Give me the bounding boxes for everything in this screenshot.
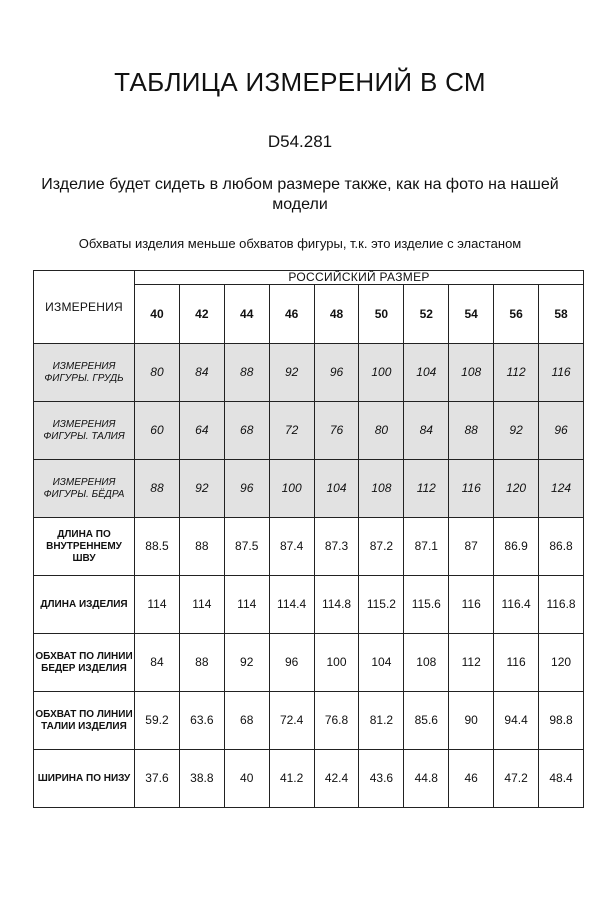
cell-value: 43.6 — [359, 750, 404, 808]
cell-value: 84 — [404, 402, 449, 460]
cell-value: 38.8 — [179, 750, 224, 808]
cell-value: 116.8 — [539, 576, 584, 634]
cell-value: 87.5 — [224, 518, 269, 576]
cell-value: 92 — [269, 344, 314, 402]
row-label: ШИРИНА ПО НИЗУ — [34, 750, 135, 808]
russian-size-header: РОССИЙСКИЙ РАЗМЕР — [135, 271, 584, 285]
cell-value: 68 — [224, 402, 269, 460]
cell-value: 115.6 — [404, 576, 449, 634]
cell-value: 80 — [135, 344, 180, 402]
cell-value: 92 — [224, 634, 269, 692]
cell-value: 76 — [314, 402, 359, 460]
cell-value: 94.4 — [494, 692, 539, 750]
cell-value: 37.6 — [135, 750, 180, 808]
cell-value: 92 — [494, 402, 539, 460]
cell-value: 120 — [539, 634, 584, 692]
cell-value: 112 — [494, 344, 539, 402]
page-title: ТАБЛИЦА ИЗМЕРЕНИЙ В СМ — [114, 67, 486, 97]
size-header-48: 48 — [314, 285, 359, 344]
row-label: ОБХВАТ ПО ЛИНИИ БЕДЕР ИЗДЕЛИЯ — [34, 634, 135, 692]
cell-value: 96 — [224, 460, 269, 518]
table-row — [34, 518, 584, 576]
cell-value: 86.9 — [494, 518, 539, 576]
cell-value: 87 — [449, 518, 494, 576]
cell-value: 108 — [359, 460, 404, 518]
cell-value: 124 — [539, 460, 584, 518]
cell-value: 98.8 — [539, 692, 584, 750]
cell-value: 72 — [269, 402, 314, 460]
table-row — [34, 344, 584, 402]
cell-value: 76.8 — [314, 692, 359, 750]
cell-value: 114.8 — [314, 576, 359, 634]
size-header-42: 42 — [179, 285, 224, 344]
cell-value: 116 — [539, 344, 584, 402]
product-code: D54.281 — [267, 132, 333, 151]
cell-value: 96 — [314, 344, 359, 402]
elastane-note: Обхваты изделия меньше обхватов фигуры, т.к. это изделие с эластаном — [78, 236, 522, 251]
cell-value: 108 — [449, 344, 494, 402]
row-label: ИЗМЕРЕНИЯ ФИГУРЫ. ГРУДЬ — [34, 344, 135, 402]
size-header-46: 46 — [269, 285, 314, 344]
fit-note: Изделие будет сидеть в любом размере также, как на фото на нашей модели — [41, 176, 559, 213]
cell-value: 116 — [494, 634, 539, 692]
row-label: ОБХВАТ ПО ЛИНИИ ТАЛИИ ИЗДЕЛИЯ — [34, 692, 135, 750]
cell-value: 92 — [179, 460, 224, 518]
size-header-56: 56 — [494, 285, 539, 344]
size-header-44: 44 — [224, 285, 269, 344]
cell-value: 120 — [494, 460, 539, 518]
table-row — [34, 750, 584, 808]
cell-value: 59.2 — [135, 692, 180, 750]
size-header-54: 54 — [449, 285, 494, 344]
cell-value: 108 — [404, 634, 449, 692]
cell-value: 90 — [449, 692, 494, 750]
table-row — [34, 402, 584, 460]
table-row — [34, 460, 584, 518]
cell-value: 96 — [269, 634, 314, 692]
row-label: ДЛИНА ПО ВНУТРЕННЕМУ ШВУ — [34, 518, 135, 576]
size-header-50: 50 — [359, 285, 404, 344]
cell-value: 104 — [359, 634, 404, 692]
cell-value: 104 — [404, 344, 449, 402]
cell-value: 116.4 — [494, 576, 539, 634]
cell-value: 86.8 — [539, 518, 584, 576]
cell-value: 114 — [179, 576, 224, 634]
cell-value: 84 — [179, 344, 224, 402]
cell-value: 40 — [224, 750, 269, 808]
cell-value: 42.4 — [314, 750, 359, 808]
size-table — [33, 270, 584, 808]
cell-value: 100 — [269, 460, 314, 518]
table-row — [34, 576, 584, 634]
row-label: ИЗМЕРЕНИЯ ФИГУРЫ. ТАЛИЯ — [34, 402, 135, 460]
cell-value: 87.1 — [404, 518, 449, 576]
cell-value: 100 — [359, 344, 404, 402]
cell-value: 114 — [224, 576, 269, 634]
size-header-52: 52 — [404, 285, 449, 344]
cell-value: 100 — [314, 634, 359, 692]
cell-value: 88.5 — [135, 518, 180, 576]
cell-value: 88 — [179, 518, 224, 576]
cell-value: 46 — [449, 750, 494, 808]
measurements-header: ИЗМЕРЕНИЯ — [34, 271, 135, 344]
cell-value: 114.4 — [269, 576, 314, 634]
cell-value: 48.4 — [539, 750, 584, 808]
cell-value: 60 — [135, 402, 180, 460]
cell-value: 88 — [179, 634, 224, 692]
cell-value: 72.4 — [269, 692, 314, 750]
cell-value: 87.3 — [314, 518, 359, 576]
cell-value: 63.6 — [179, 692, 224, 750]
cell-value: 85.6 — [404, 692, 449, 750]
cell-value: 81.2 — [359, 692, 404, 750]
cell-value: 84 — [135, 634, 180, 692]
cell-value: 44.8 — [404, 750, 449, 808]
cell-value: 115.2 — [359, 576, 404, 634]
cell-value: 64 — [179, 402, 224, 460]
size-header-58: 58 — [539, 285, 584, 344]
row-label: ИЗМЕРЕНИЯ ФИГУРЫ. БЁДРА — [34, 460, 135, 518]
cell-value: 47.2 — [494, 750, 539, 808]
cell-value: 96 — [539, 402, 584, 460]
cell-value: 116 — [449, 460, 494, 518]
cell-value: 104 — [314, 460, 359, 518]
cell-value: 80 — [359, 402, 404, 460]
table-row — [34, 634, 584, 692]
cell-value: 87.2 — [359, 518, 404, 576]
cell-value: 68 — [224, 692, 269, 750]
cell-value: 87.4 — [269, 518, 314, 576]
cell-value: 88 — [224, 344, 269, 402]
cell-value: 41.2 — [269, 750, 314, 808]
table-row — [34, 692, 584, 750]
cell-value: 88 — [449, 402, 494, 460]
cell-value: 112 — [404, 460, 449, 518]
row-label: ДЛИНА ИЗДЕЛИЯ — [34, 576, 135, 634]
cell-value: 112 — [449, 634, 494, 692]
cell-value: 116 — [449, 576, 494, 634]
cell-value: 88 — [135, 460, 180, 518]
size-header-40: 40 — [135, 285, 180, 344]
cell-value: 114 — [135, 576, 180, 634]
